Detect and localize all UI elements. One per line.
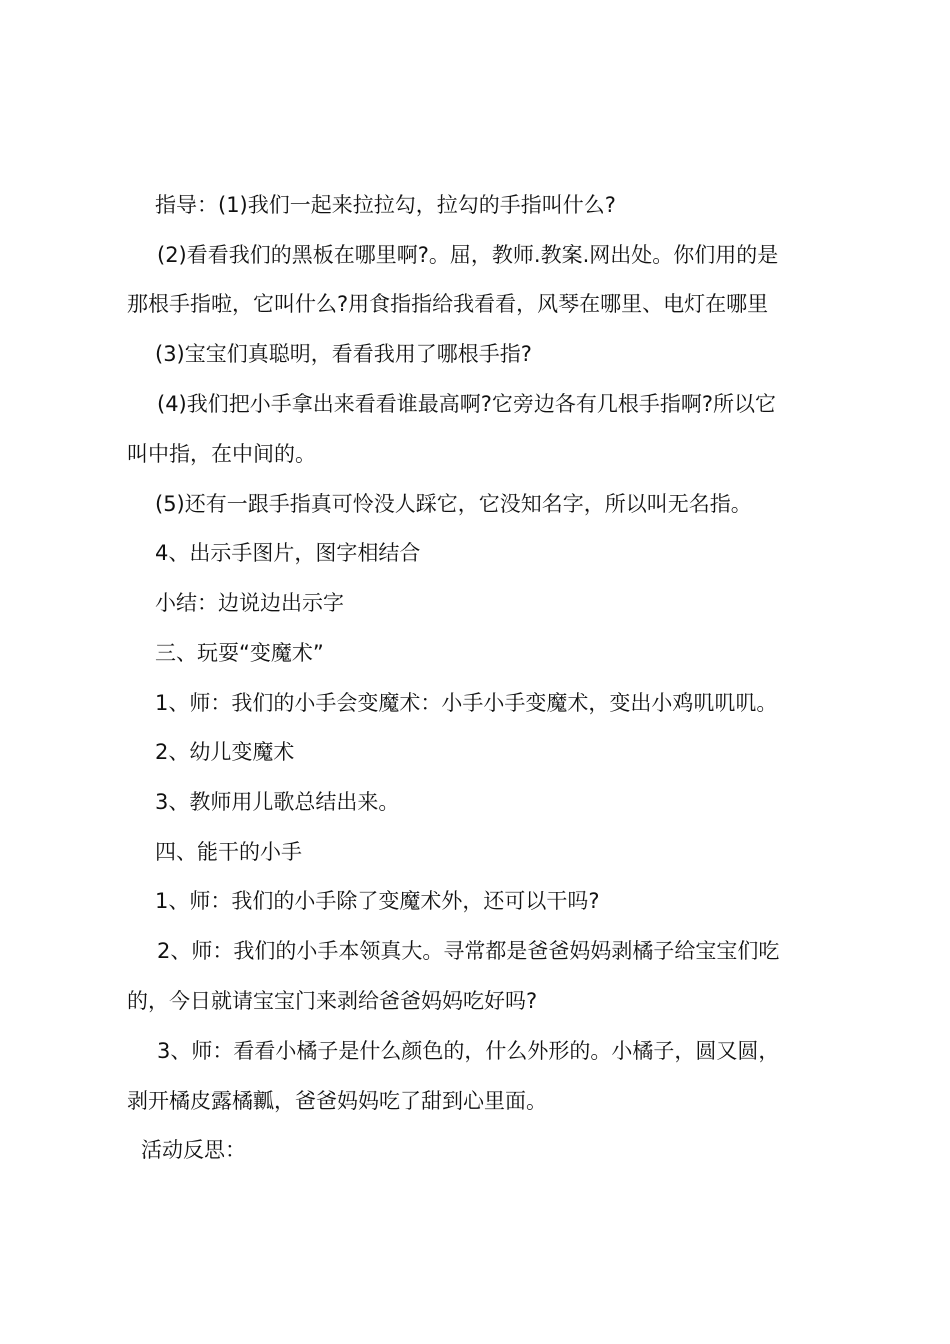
text-line-guidance-3: (3)宝宝们真聪明，看看我用了哪根手指?: [155, 342, 532, 366]
text-line-hands-1: 1、师：我们的小手除了变魔术外，还可以干吗?: [155, 889, 600, 913]
section-heading-3: 三、玩耍“变魔术”: [155, 641, 324, 665]
text-line-hands-3: 3、师：看看小橘子是什么颜色的，什么外形的。小橘子，圆又圆，: [157, 1039, 780, 1063]
text-line-hands-2-cont: 的，今日就请宝宝门来剥给爸爸妈妈吃好吗?: [127, 989, 538, 1013]
text-line-hands-2: 2、师：我们的小手本领真大。寻常都是爸爸妈妈剥橘子给宝宝们吃: [157, 939, 780, 963]
text-line-guidance-1: 指导：(1)我们一起来拉拉勾，拉勾的手指叫什么?: [155, 193, 616, 217]
text-line-magic-2: 2、幼儿变魔术: [155, 740, 295, 764]
text-line-guidance-4: (4)我们把小手拿出来看看谁最高啊?它旁边各有几根手指啊?所以它: [157, 392, 777, 416]
text-line-step-4: 4、出示手图片，图字相结合: [155, 541, 421, 565]
section-heading-reflection: 活动反思：: [141, 1138, 246, 1162]
text-line-guidance-2-cont: 那根手指啦，它叫什么?用食指指给我看看，风琴在哪里、电灯在哪里: [127, 292, 769, 316]
text-line-magic-3: 3、教师用儿歌总结出来。: [155, 790, 400, 814]
text-line-hands-3-cont: 剥开橘皮露橘瓤，爸爸妈妈吃了甜到心里面。: [127, 1089, 547, 1113]
text-line-guidance-5: (5)还有一跟手指真可怜没人踩它，它没知名字，所以叫无名指。: [155, 492, 752, 516]
text-line-summary: 小结：边说边出示字: [155, 591, 344, 615]
text-line-magic-1: 1、师：我们的小手会变魔术：小手小手变魔术，变出小鸡叽叽叽。: [155, 691, 778, 715]
text-line-guidance-2: (2)看看我们的黑板在哪里啊?。屈，教师.教案.网出处。你们用的是: [157, 243, 779, 267]
section-heading-4: 四、能干的小手: [155, 840, 302, 864]
text-line-guidance-4-cont: 叫中指，在中间的。: [127, 442, 316, 466]
